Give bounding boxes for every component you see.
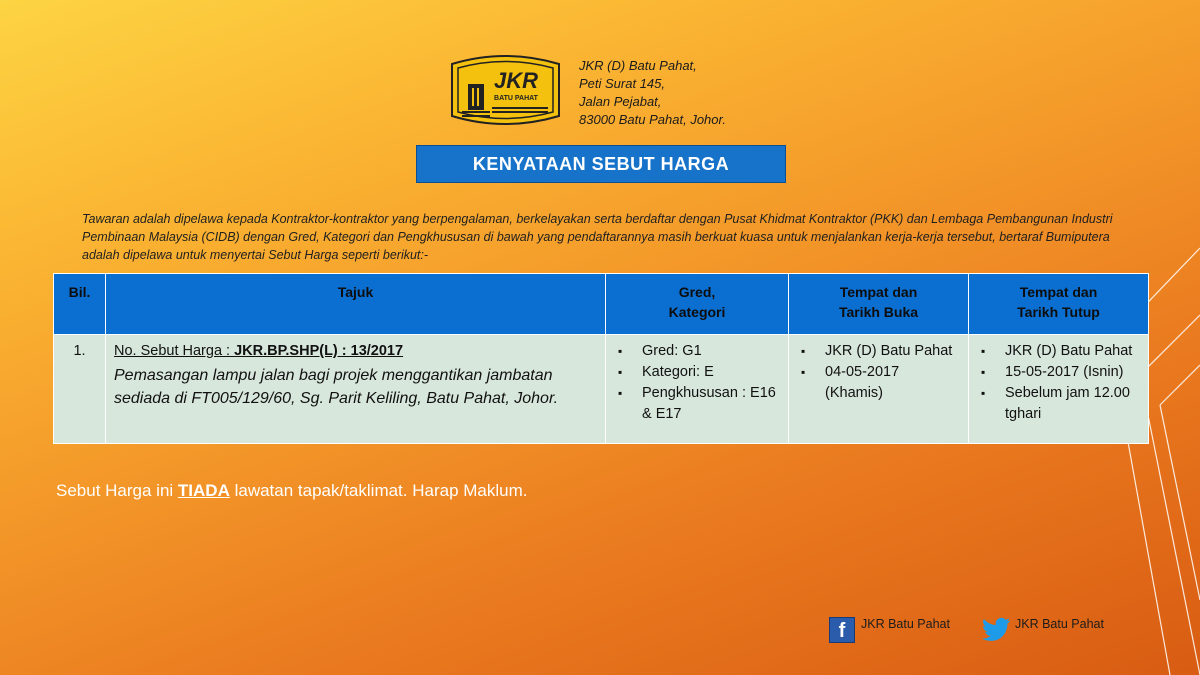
header-gred-line1: Gred,: [678, 284, 716, 300]
header-tutup-line2: Tarikh Tutup: [1017, 304, 1100, 320]
header-gred: [606, 274, 789, 335]
header-buka-line1: Tempat dan: [839, 284, 918, 300]
address-line: Jalan Pejabat,: [579, 94, 662, 109]
quotation-table: [53, 273, 1149, 444]
row-buka-cell: [789, 335, 969, 444]
list-item: ▪ 04-05-2017 (Khamis): [797, 362, 960, 404]
reference-label: No. Sebut Harga :: [114, 343, 235, 359]
row-gred-cell: [606, 335, 789, 444]
project-description: Pemasangan lampu jalan bagi projek menggantikan jambatan sediada di FT005/129/60, Sg. Parit Keliling, Batu Pahat, Johor.: [114, 367, 559, 407]
header: [448, 54, 828, 130]
address-block: [579, 57, 726, 129]
list-item: ▪ JKR (D) Batu Pahat: [797, 341, 960, 362]
address-line: 83000 Batu Pahat, Johor.: [579, 112, 726, 127]
row-title-cell: [106, 335, 606, 444]
twitter-bird-icon: [981, 617, 1011, 643]
header-bil: Bil.: [54, 274, 106, 335]
site-visit-note: [56, 481, 527, 501]
facebook-link[interactable]: [829, 617, 950, 643]
header-tarikh-buka: [789, 274, 969, 335]
list-item: ▪ JKR (D) Batu Pahat: [977, 341, 1140, 362]
address-line: Peti Surat 145,: [579, 76, 665, 91]
twitter-label: JKR Batu Pahat: [1015, 617, 1104, 631]
facebook-icon: f: [829, 617, 855, 643]
header-gred-line2: Kategori: [668, 304, 726, 320]
logo-text: JKR: [493, 68, 539, 93]
reference-number: JKR.BP.SHP(L) : 13/2017: [234, 343, 404, 359]
list-item: ▪ Kategori: E: [614, 362, 780, 383]
jkr-logo: [448, 54, 563, 126]
note-emphasis: TIADA: [177, 481, 230, 500]
table-row: [54, 335, 1149, 444]
logo-subtext: BATU PAHAT: [494, 95, 538, 102]
twitter-link[interactable]: [981, 617, 1104, 643]
list-item: ▪ Sebelum jam 12.00 tghari: [977, 383, 1140, 425]
note-text: lawatan tapak/taklimat. Harap Maklum.: [229, 481, 528, 500]
header-buka-line2: Tarikh Buka: [838, 304, 919, 320]
header-tajuk: Tajuk: [106, 274, 606, 335]
notice-title: KENYATAAN SEBUT HARGA: [416, 145, 786, 183]
row-number: 1.: [54, 335, 106, 444]
address-line: JKR (D) Batu Pahat,: [579, 58, 697, 73]
header-tarikh-tutup: [969, 274, 1149, 335]
list-item: ▪ Gred: G1: [614, 341, 780, 362]
row-tutup-cell: [969, 335, 1149, 444]
intro-paragraph: Tawaran adalah dipelawa kepada Kontraktor-kontraktor yang berpengalaman, berkelayakan serta berdaftar dengan Pusat Khidmat Kontraktor (PKK) dan Lembaga Pembangunan Industri Pembinaan Malaysia (CIDB) dengan Gred, Kategori dan Pengkhususan di bawah yang pendaftarannya masih berkuat kuasa untuk menjalankan kerja-kerja tersebut, bertaraf Bumiputera adalah dipelawa untuk menyertai Sebut Harga seperti berikut:-: [82, 212, 1113, 262]
table-header-row: [54, 274, 1149, 335]
note-text: Sebut Harga ini: [56, 481, 178, 500]
list-item: ▪ 15-05-2017 (Isnin): [977, 362, 1140, 383]
quotation-reference: [114, 341, 597, 362]
header-tutup-line1: Tempat dan: [1019, 284, 1098, 300]
facebook-label: JKR Batu Pahat: [861, 617, 950, 631]
list-item: ▪ Pengkhususan : E16 & E17: [614, 383, 780, 425]
